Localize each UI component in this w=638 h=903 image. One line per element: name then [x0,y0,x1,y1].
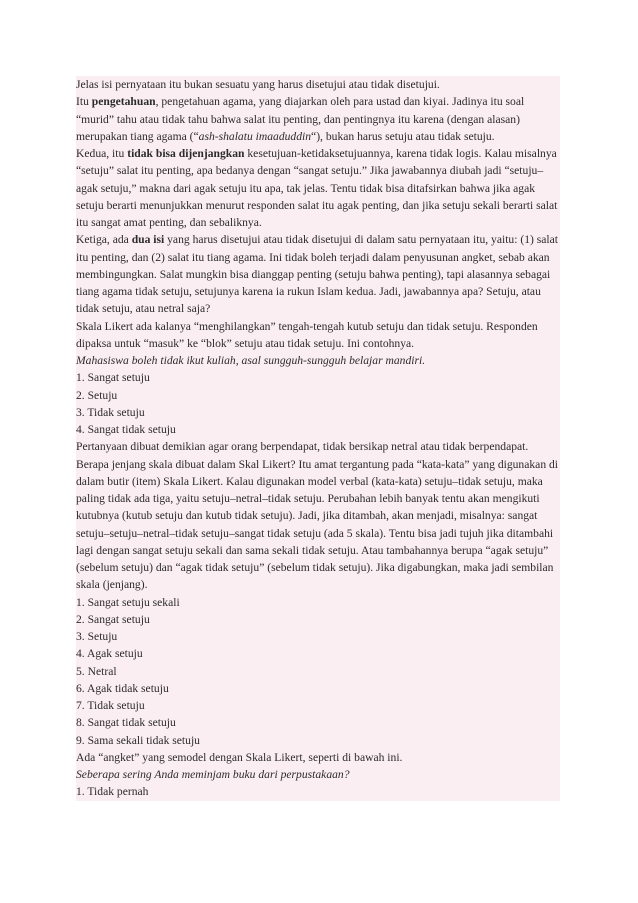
document-text-block [76,76,560,801]
paragraph [76,645,560,662]
text-run: 6. Agak tidak setuju [76,681,169,695]
paragraph [76,352,560,369]
paragraph [76,766,560,783]
text-run: Skala Likert ada kalanya “menghilangkan” tengah-tengah kutub setuju dan tidak setuju. Responden dipaksa untuk “masuk” ke “blok” setuju atau tidak setuju. Ini contohnya. [76,319,538,350]
text-run: 5. Netral [76,664,117,678]
text-run: 3. Tidak setuju [76,405,145,419]
paragraph [76,145,560,231]
paragraph [76,594,560,611]
paragraph [76,318,560,353]
text-run: 2. Setuju [76,388,118,402]
paragraph [76,421,560,438]
text-run: 3. Setuju [76,630,118,643]
paragraph [76,680,560,697]
paragraph [76,663,560,680]
text-run: 1. Sangat setuju [76,371,150,385]
paragraph [76,732,560,749]
text-run: 4. Sangat tidak setuju [76,423,176,436]
paragraph [76,749,560,766]
italic-text: Seberapa sering Anda meminjam buku dari perpustakaan? [76,768,350,781]
text-run: 8. Sangat tidak setuju [76,716,176,730]
paragraph [76,714,560,731]
text-run: Kedua, itu [76,147,128,160]
bold-text: tidak bisa dijenjangkan [127,147,245,160]
text-run: Itu [76,95,92,109]
paragraph [76,628,560,645]
paragraph [76,76,560,93]
text-run: 9. Sama sekali tidak setuju [76,733,200,747]
paragraph [76,611,560,628]
text-run: yang harus disetujui atau tidak disetujui di dalam satu pernyataan itu, yaitu: (1) salat itu penting, dan (2) salat itu tiang agama. Ini tidak boleh terjadi dalam penyusunan angket, sebab akan membingungkan. Salat mungkin bisa dianggap penting (setuju bahwa penting), tapi alasannya sebagai tiang agama tidak setuju, setujunya karena ia rukun Islam kedua. Jadi, jawabannya apa? Setuju, atau tidak setuju, atau netral saja? [76,233,558,316]
text-run: Ada “angket” yang semodel dengan Skala Likert, seperti di bawah ini. [76,750,403,764]
text-run: “), bukan harus setuju atau tidak setuju. [311,129,495,143]
text-run: 7. Tidak setuju [76,699,145,712]
text-run: Jelas isi pernyataan itu bukan sesuatu yang harus disetujui atau tidak disetujui. [76,78,440,91]
text-run: Berapa jenjang skala dibuat dalam Skal Likert? Itu amat tergantung pada “kata-kata” yang digunakan di dalam butir (item) Skala Likert. Kalau digunakan model verbal (kata-kata) setuju–tidak setuju, maka paling tidak ada tiga, yaitu setuju–netral–tidak setuju. Perubahan lebih banyak tentu akan mengikuti kutubnya (kutub setuju dan kutub tidak setuju). Jadi, jika ditambah, akan menjadi, misalnya: sangat setuju–setuju–netral–tidak setuju–sangat tidak setuju (ada 5 skala). Tentu bisa jadi tujuh jika ditambahi lagi dengan sangat setuju sekali dan sama sekali tidak setuju. Atau tambahannya berupa “agak setuju” (sebelum setuju) dan “agak tidak setuju” (sebelum tidak setuju). Jika digabungkan, maka jadi sembilan skala (jenjang). [76,457,559,592]
paragraph [76,231,560,317]
paragraph [76,93,560,145]
italic-text: ash-shalatu imaaduddin [198,129,312,143]
text-run: Pertanyaan dibuat demikian agar orang berpendapat, tidak bersikap netral atau tidak berpendapat. [76,440,529,454]
paragraph [76,456,560,594]
paragraph [76,387,560,404]
italic-text: Mahasiswa boleh tidak ikut kuliah, asal sungguh-sungguh belajar mandiri. [76,354,426,367]
text-run: 1. Tidak pernah [76,785,149,799]
text-run: 1. Sangat setuju sekali [76,595,180,609]
paragraph [76,697,560,714]
paragraph [76,783,560,800]
paragraph [76,438,560,455]
text-run: , pengetahuan agama, yang diajarkan oleh para ustad dan kiyai. Jadinya itu soal “murid” tahu atau tidak tahu bahwa salat itu penting, dan pentingnya itu karena (dengan alasan) merupakan tiang agama (“ [76,95,525,143]
bold-text: dua isi [131,233,165,247]
paragraph [76,404,560,421]
text-run: 2. Sangat setuju [76,612,150,626]
bold-text: pengetahuan [91,95,156,109]
paragraph [76,369,560,386]
text-run: Ketiga, ada [76,233,132,247]
text-run: kesetujuan-ketidaksetujuannya, karena tidak logis. Kalau misalnya “setuju” salat itu penting, apa bedanya dengan “sangat setuju.” Jika jawabannya diubah jadi “setuju–agak setuju,” makna dari agak setuju itu apa, tak jelas. Tentu tidak bisa ditafsirkan bahwa jika agak setuju berarti menunjukkan menurut responden salat itu agak penting, dan jika setuju sekali berarti salat itu sangat amat penting, dan sebaliknya. [76,147,558,229]
text-run: 4. Agak setuju [76,647,143,661]
